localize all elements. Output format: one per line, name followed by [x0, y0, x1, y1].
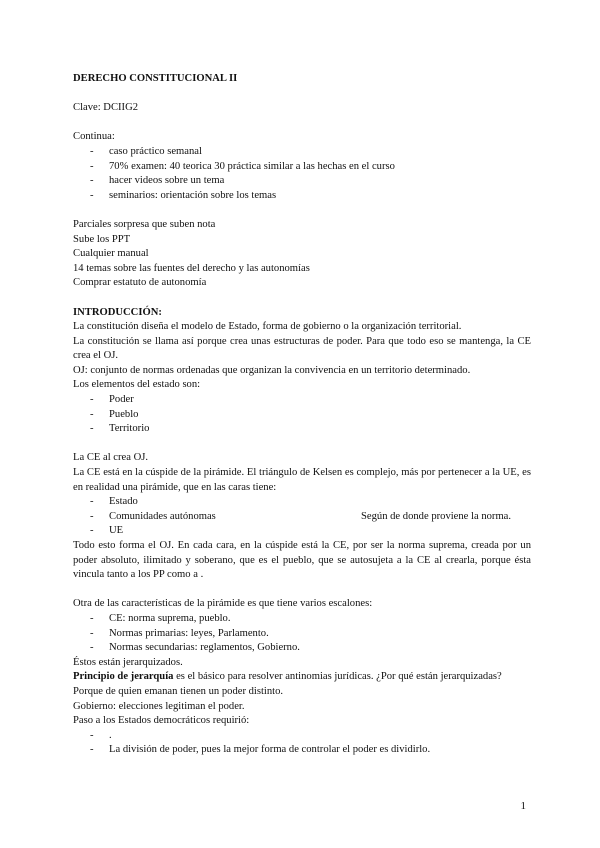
page-number: 1: [520, 800, 526, 812]
list-item: - Normas primarias: leyes, Parlamento.: [73, 627, 533, 642]
section-heading-introduccion: INTRODUCCIÓN:: [73, 306, 162, 318]
key-term-description: es el básico para resolver antinomias jurídicas. ¿Por qué están jerarquizadas?: [173, 671, 502, 683]
paragraph-line: Porque de quien emanan tienen un poder distinto.: [73, 685, 284, 697]
escalones-list: [73, 612, 533, 656]
requirements-list: [73, 729, 533, 758]
note-line: 14 temas sobre las fuentes del derecho y las autonomías: [73, 262, 310, 274]
paragraph-line: Paso a los Estados democráticos requirió:: [73, 715, 250, 727]
note-line: Sube los PPT: [73, 233, 131, 245]
paragraph-line: Gobierno: elecciones legitiman el poder.: [73, 700, 245, 712]
note-line: Comprar estatuto de autonomía: [73, 277, 207, 289]
list-item: [73, 510, 533, 525]
course-code: Clave: DCIIG2: [73, 102, 139, 114]
key-term: Principio de jerarquía: [73, 671, 174, 683]
list-item: - Poder: [73, 393, 533, 408]
list-item-label: - Comunidades autónomas: [109, 510, 216, 522]
paragraph-line: Éstos están jerarquizados.: [73, 656, 183, 668]
paragraph-line: Los elementos del estado son:: [73, 379, 201, 391]
document-title: DERECHO CONSTITUCIONAL II: [73, 73, 238, 84]
paragraph: Todo esto forma el OJ. En cada cara, en la cúspide está la CE, por ser la norma suprema, creada por un poder absoluto, ilimitado y soberano, que es el pueblo, que se autosujeta a la CE al crearla, porque ésta vincula tanto a los PP como a .: [73, 540, 531, 581]
list-item: - UE: [73, 524, 533, 539]
continua-heading: Continua:: [73, 131, 115, 143]
continua-list: [73, 145, 533, 203]
list-item: - Pueblo: [73, 408, 533, 423]
note-line: Parciales sorpresa que suben nota: [73, 218, 216, 230]
list-item: - hacer videos sobre un tema: [73, 174, 533, 189]
paragraph-line: Otra de las características de la pirámide es que tiene varios escalones:: [73, 598, 373, 610]
paragraph-line: [73, 670, 533, 685]
pyramid-faces-list: [73, 495, 533, 539]
list-item: - La división de poder, pues la mejor forma de controlar el poder es dividirlo.: [73, 743, 533, 758]
paragraph-line: OJ: conjunto de normas ordenadas que organizan la convivencia en un territorio determinado.: [73, 364, 471, 376]
note-line: Cualquier manual: [73, 248, 149, 260]
paragraph-line: La CE al crea OJ.: [73, 452, 149, 464]
list-item: - caso práctico semanal: [73, 145, 533, 160]
list-item: - 70% examen: 40 teorica 30 práctica similar a las hechas en el curso: [73, 160, 533, 175]
list-item: - .: [73, 729, 533, 744]
document-body: [73, 72, 533, 758]
side-note: Según de donde proviene la norma.: [361, 510, 512, 522]
paragraph: La constitución se llama así porque crea unas estructuras de poder. Para que todo eso se mantenga, la CE crea el OJ.: [73, 335, 531, 362]
state-elements-list: [73, 393, 533, 437]
list-item: - Territorio: [73, 422, 533, 437]
list-item: - CE: norma suprema, pueblo.: [73, 612, 533, 627]
list-item: - Estado: [73, 495, 533, 510]
paragraph-line: La constitución diseña el modelo de Estado, forma de gobierno o la organización territorial.: [73, 321, 462, 333]
paragraph: La CE está en la cúspide de la pirámide. El triángulo de Kelsen es complejo, más por pertenecer a la UE, es en realidad una pirámide, que en las caras tiene:: [73, 467, 531, 493]
list-item: - seminarios: orientación sobre los temas: [73, 189, 533, 204]
list-item: - Normas secundarias: reglamentos, Gobierno.: [73, 641, 533, 656]
